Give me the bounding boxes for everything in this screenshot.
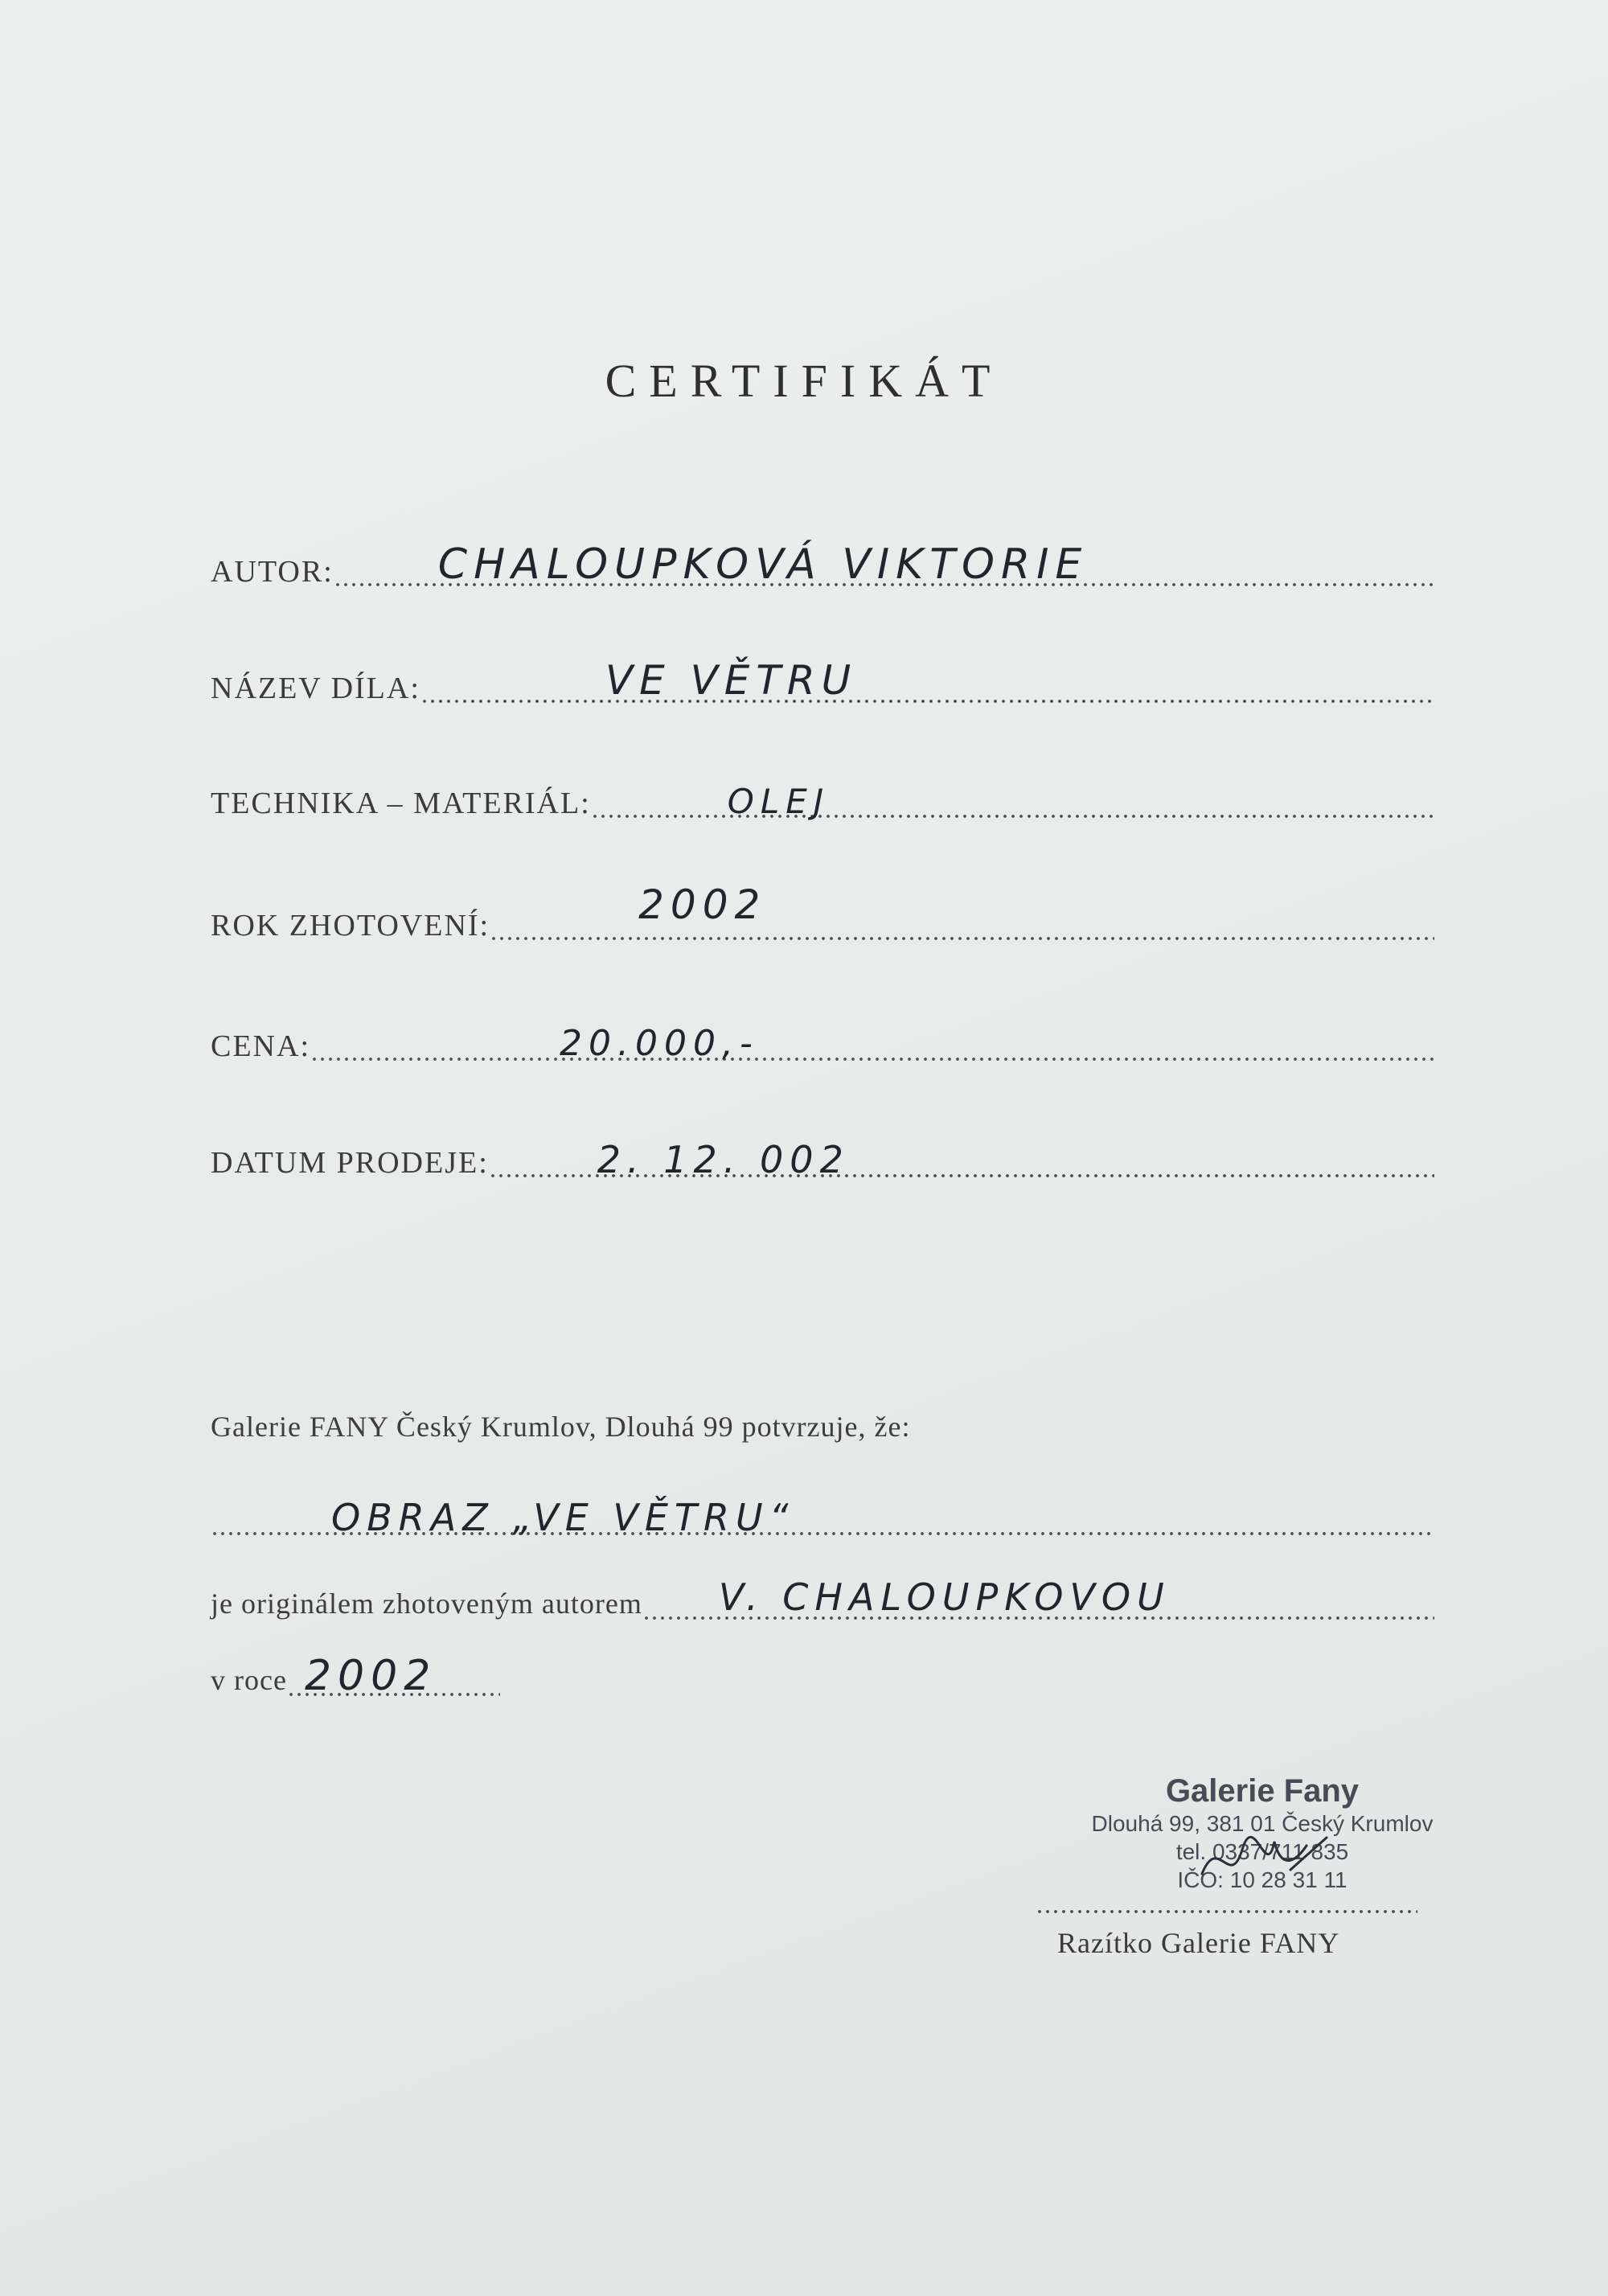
field-price — [211, 989, 1434, 1062]
statement-intro: Galerie FANY Český Krumlov, Dlouhá 99 potvrzuje, že: — [211, 1411, 911, 1443]
field-sale-date-dots — [489, 1138, 1434, 1181]
statement-artwork-value: OBRAZ „VE VĚTRU“ — [331, 1496, 795, 1539]
statement-author-row — [211, 1556, 1434, 1620]
certificate-title: CERTIFIKÁT — [605, 355, 1003, 407]
field-price-dots — [310, 1023, 1434, 1064]
field-technique-dots — [591, 782, 1434, 821]
signature-scribble — [1194, 1826, 1339, 1898]
statement-year-row — [211, 1633, 500, 1700]
field-price-value: 20.000,- — [560, 1023, 759, 1064]
stamp-ico: IČO: 10 28 31 11 — [1177, 1867, 1348, 1892]
field-price-label: CENA: — [211, 1029, 310, 1063]
field-year-dots — [490, 881, 1434, 941]
statement-author-label: je originálem zhotoveným autorem — [211, 1587, 642, 1620]
field-title-label: NÁZEV DÍLA: — [211, 672, 420, 705]
statement-artwork-row — [211, 1472, 1434, 1539]
field-year-label: ROK ZHOTOVENÍ: — [211, 909, 490, 943]
field-title-value: VE VĚTRU — [605, 657, 858, 704]
stamp-address: Dlouhá 99, 381 01 Český Krumlov — [1091, 1811, 1434, 1836]
statement-artwork-dots — [211, 1496, 1434, 1539]
stamp-phone: tel. 0337/711 835 — [1175, 1839, 1349, 1864]
statement-intro-row — [211, 1395, 1434, 1444]
field-author — [211, 515, 1434, 587]
field-year-value: 2002 — [638, 881, 767, 928]
field-author-dots — [334, 540, 1434, 589]
field-title-dots — [420, 657, 1434, 704]
stamp-caption: Razítko Galerie FANY — [1057, 1927, 1340, 1959]
field-technique — [211, 746, 1434, 819]
field-technique-value: OLEJ — [727, 782, 831, 821]
signature-line — [1036, 1898, 1417, 1914]
field-sale-date-value: 2. 12. 002 — [597, 1138, 850, 1181]
statement-author-value: V. CHALOUPKOVOU — [718, 1575, 1171, 1619]
statement-year-value: 2002 — [304, 1652, 437, 1700]
field-author-value: CHALOUPKOVÁ VIKTORIE — [437, 540, 1089, 589]
stamp-name: Galerie Fany — [1165, 1773, 1360, 1809]
field-sale-date — [211, 1106, 1434, 1181]
field-author-label: AUTOR: — [211, 555, 334, 589]
statement-author-dots — [642, 1575, 1434, 1620]
field-technique-label: TECHNIKA – MATERIÁL: — [211, 787, 591, 820]
field-year — [211, 869, 1434, 941]
field-title — [211, 631, 1434, 704]
statement-year-dots — [287, 1652, 500, 1700]
field-sale-date-label: DATUM PRODEJE: — [211, 1146, 489, 1180]
statement-year-label: v roce — [211, 1664, 287, 1696]
